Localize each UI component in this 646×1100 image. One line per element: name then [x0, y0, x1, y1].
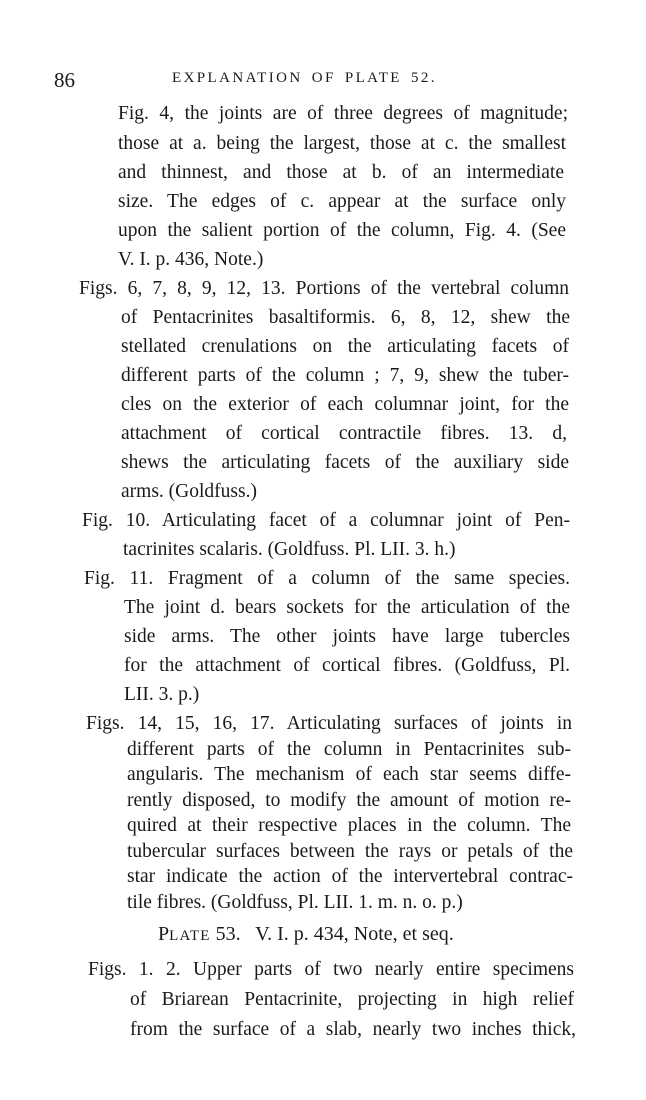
plate-heading-initial: P [158, 923, 170, 945]
text-line: and thinnest, and those at b. of an intermediate [118, 162, 564, 183]
text-line: from the surface of a slab, nearly two inches thick, [130, 1019, 576, 1040]
text-line: tubercular surfaces between the rays or petals of the [127, 840, 573, 862]
plate-heading [158, 923, 454, 946]
text-line: angularis. The mechanism of each star seems diffe- [127, 764, 571, 785]
text-line: upon the salient portion of the column, Fig. 4. (See [118, 220, 566, 241]
text-line: cles on the exterior of each columnar joint, for the [121, 394, 569, 415]
text-line: Fig. 4, the joints are of three degrees of magnitude; [118, 103, 568, 124]
text-line: shews the articulating facets of the auxiliary side [121, 452, 569, 473]
text-line: V. I. p. 436, Note.) [118, 249, 264, 270]
text-line: of Briarean Pentacrinite, projecting in high relief [130, 989, 574, 1010]
text-line: LII. 3. p.) [124, 684, 200, 705]
text-line: stellated crenulations on the articulating facets of [121, 336, 569, 357]
text-line: Figs. 14, 15, 16, 17. Articulating surfaces of joints in [86, 713, 572, 734]
text-line: those at a. being the largest, those at c. the smallest [118, 133, 566, 154]
text-line: different parts of the column in Pentacrinites sub- [127, 738, 571, 760]
text-line: tile fibres. (Goldfuss, Pl. LII. 1. m. n. o. p.) [127, 891, 463, 913]
text-line: star indicate the action of the intervertebral contrac- [127, 866, 573, 887]
text-line: arms. (Goldfuss.) [121, 481, 257, 502]
text-line: Figs. 6, 7, 8, 9, 12, 13. Portions of the vertebral column [79, 278, 569, 299]
text-line: Fig. 11. Fragment of a column of the same species. [84, 568, 570, 589]
plate-heading-smallcaps: LATE [169, 928, 211, 944]
text-line: attachment of cortical contractile fibres. 13. d, [121, 423, 567, 444]
text-line: of Pentacrinites basaltiformis. 6, 8, 12, shew the [121, 307, 570, 328]
text-line: The joint d. bears sockets for the articulation of the [124, 597, 570, 618]
page-number: 86 [54, 68, 75, 92]
text-line: Figs. 1. 2. Upper parts of two nearly entire specimens [88, 959, 574, 980]
text-line: different parts of the column ; 7, 9, shew the tuber- [121, 365, 569, 386]
text-line: Fig. 10. Articulating facet of a columnar joint of Pen- [82, 510, 570, 531]
text-line: tacrinites scalaris. (Goldfuss. Pl. LII. 3. h.) [123, 539, 456, 560]
text-line: size. The edges of c. appear at the surface only [118, 191, 566, 212]
plate-heading-text: 53. V. I. p. 434, Note, et seq. [210, 923, 454, 945]
running-head: EXPLANATION OF PLATE 52. [172, 70, 437, 86]
text-line: for the attachment of cortical fibres. (Goldfuss, Pl. [124, 655, 570, 676]
text-line: quired at their respective places in the column. The [127, 815, 571, 836]
text-line: side arms. The other joints have large tubercles [124, 626, 570, 647]
text-line: rently disposed, to modify the amount of motion re- [127, 789, 571, 811]
